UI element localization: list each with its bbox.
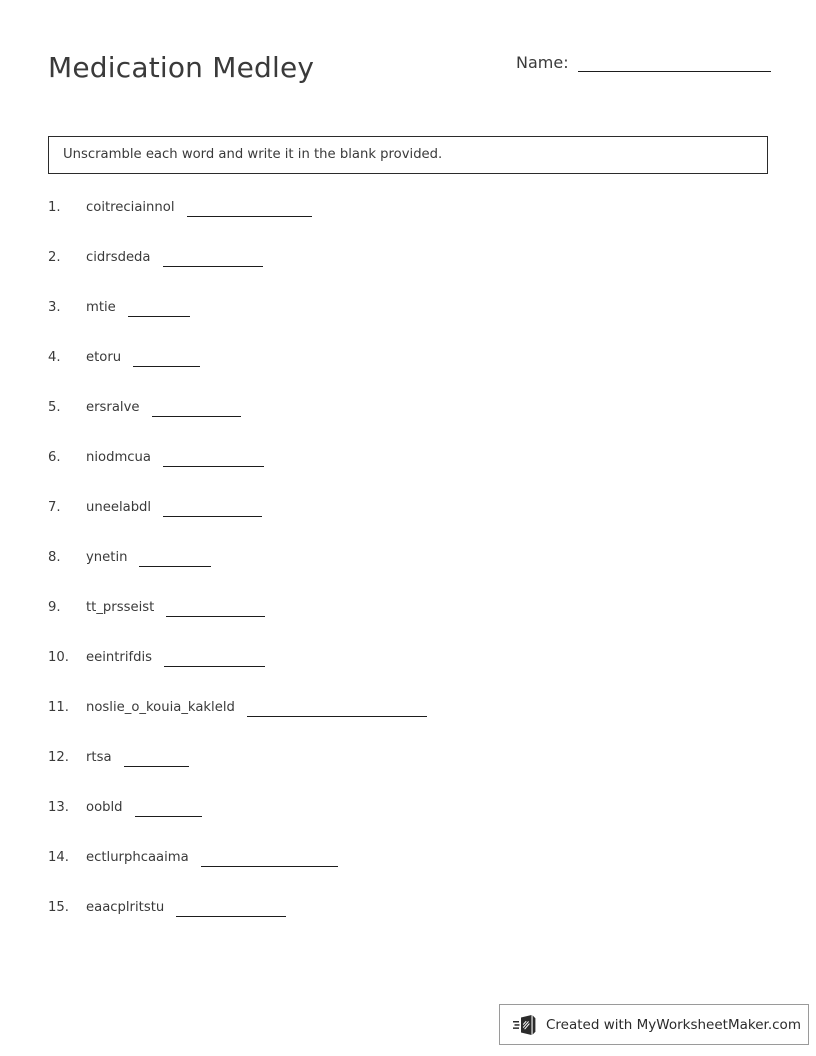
problem-number: 6. xyxy=(48,450,61,465)
problem-number: 12. xyxy=(48,750,69,765)
problem-number: 7. xyxy=(48,500,61,515)
problem-number: 13. xyxy=(48,800,69,815)
problem-number: 5. xyxy=(48,400,61,415)
answer-blank[interactable] xyxy=(135,802,202,817)
problem-row xyxy=(48,848,768,898)
answer-blank[interactable] xyxy=(176,902,286,917)
problem-row xyxy=(48,798,768,848)
answer-blank[interactable] xyxy=(124,752,189,767)
problem-number: 10. xyxy=(48,650,69,665)
problem-row xyxy=(48,448,768,498)
answer-blank[interactable] xyxy=(133,352,200,367)
scrambled-word: noslie_o_kouia_kakleld xyxy=(86,700,235,715)
answer-blank[interactable] xyxy=(163,252,263,267)
answer-blank[interactable] xyxy=(247,702,427,717)
scrambled-word: ectlurphcaaima xyxy=(86,850,189,865)
answer-blank[interactable] xyxy=(163,502,262,517)
scrambled-word: ynetin xyxy=(86,550,128,565)
instructions-box xyxy=(48,136,768,174)
problem-number: 4. xyxy=(48,350,61,365)
answer-blank[interactable] xyxy=(152,402,241,417)
name-label: Name: xyxy=(516,53,569,72)
worksheet-header xyxy=(0,0,816,110)
scrambled-word: mtie xyxy=(86,300,116,315)
instructions-text: Unscramble each word and write it in the blank provided. xyxy=(63,147,443,162)
problem-number: 2. xyxy=(48,250,61,265)
problem-number: 15. xyxy=(48,900,69,915)
scrambled-word: niodmcua xyxy=(86,450,151,465)
scrambled-word: etoru xyxy=(86,350,122,365)
scrambled-word: coitreciainnol xyxy=(86,200,175,215)
problem-row xyxy=(48,498,768,548)
problem-number: 14. xyxy=(48,850,69,865)
answer-blank[interactable] xyxy=(201,852,338,867)
problem-number: 1. xyxy=(48,200,61,215)
problem-row xyxy=(48,198,768,248)
scrambled-word: uneelabdl xyxy=(86,500,152,515)
problem-row xyxy=(48,298,768,348)
scrambled-word: rtsa xyxy=(86,750,112,765)
problem-row xyxy=(48,398,768,448)
answer-blank[interactable] xyxy=(164,652,265,667)
problem-row xyxy=(48,748,768,798)
problem-row xyxy=(48,648,768,698)
answer-blank[interactable] xyxy=(166,602,265,617)
scrambled-word: eeintrifdis xyxy=(86,650,153,665)
answer-blank[interactable] xyxy=(128,302,190,317)
problem-row xyxy=(48,248,768,298)
scrambled-word: ersralve xyxy=(86,400,140,415)
answer-blank[interactable] xyxy=(187,202,312,217)
problem-number: 3. xyxy=(48,300,61,315)
problem-number: 8. xyxy=(48,550,61,565)
scrambled-word: cidrsdeda xyxy=(86,250,151,265)
name-field xyxy=(516,52,771,72)
worksheet-maker-logo-icon xyxy=(512,1012,538,1038)
name-input-blank[interactable] xyxy=(578,52,771,72)
footer-attribution-text: Created with MyWorksheetMaker.com xyxy=(546,1016,801,1033)
scrambled-word: oobld xyxy=(86,800,123,815)
footer-attribution-badge[interactable] xyxy=(499,1004,809,1045)
problem-row xyxy=(48,898,768,948)
problem-row xyxy=(48,698,768,748)
problem-list xyxy=(48,198,768,948)
scrambled-word: eaacplritstu xyxy=(86,900,165,915)
answer-blank[interactable] xyxy=(163,452,264,467)
answer-blank[interactable] xyxy=(139,552,211,567)
problem-row xyxy=(48,598,768,648)
problem-number: 11. xyxy=(48,700,69,715)
page-title: Medication Medley xyxy=(48,51,315,84)
problem-row xyxy=(48,548,768,598)
problem-number: 9. xyxy=(48,600,61,615)
problem-row xyxy=(48,348,768,398)
scrambled-word: tt_prsseist xyxy=(86,600,155,615)
